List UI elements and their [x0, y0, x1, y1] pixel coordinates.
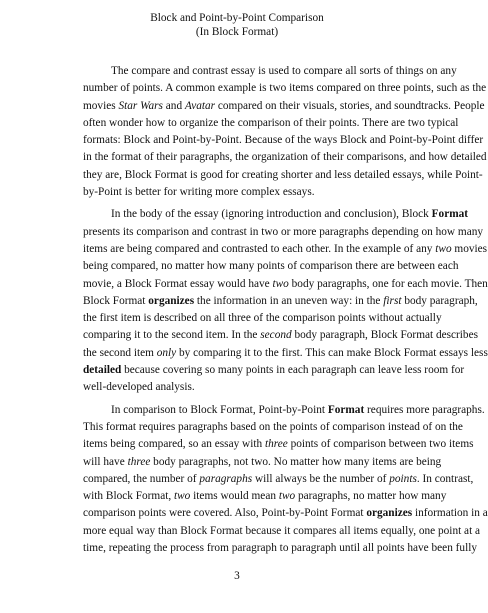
text-run: body paragraphs, one for each movie. Then — [288, 277, 488, 290]
text-run: In comparison to Block Format, Point-by-Point — [111, 403, 328, 416]
text-run: by-Point is better for writing more complex essays. — [83, 186, 315, 199]
text-run: compared on their visuals, stories, and soundtracks. People — [215, 99, 485, 112]
text-line — [83, 419, 463, 436]
italic-text: first — [383, 294, 402, 307]
text-line — [83, 115, 459, 132]
text-line — [83, 98, 485, 115]
page-number: 3 — [234, 570, 240, 582]
paragraph-block-format — [83, 206, 488, 396]
italic-text: second — [260, 329, 292, 342]
text-line — [83, 505, 488, 522]
paragraph-intro — [83, 63, 487, 201]
text-run: with Block Format, — [83, 490, 174, 503]
text-run: comparison points were covered. Also, Point-by-Point Format — [83, 507, 367, 520]
text-line — [83, 327, 478, 344]
italic-text: two — [272, 277, 289, 290]
text-line — [83, 132, 484, 149]
text-line — [83, 80, 487, 97]
paragraph-point-by-point — [83, 402, 488, 558]
text-run: often wonder how to organize the comparison of their points. There are two typical — [83, 116, 459, 129]
text-line — [83, 402, 485, 419]
text-line — [83, 436, 474, 453]
text-line — [83, 379, 423, 396]
text-run: movies — [83, 99, 119, 112]
text-run: body paragraph, Block Format describes — [291, 329, 478, 342]
text-line — [83, 241, 488, 258]
text-run: paragraphs, no matter how many — [295, 490, 447, 503]
text-run: and — [162, 99, 185, 112]
text-line — [83, 523, 481, 540]
text-run: the information in an uneven way: in the — [194, 294, 384, 307]
text-run: by comparing it to the first. This can make Block Format essays less — [176, 346, 488, 359]
text-line — [83, 184, 423, 201]
text-run: will have — [83, 455, 128, 468]
text-run: movie, a Block Format essay would have — [83, 277, 273, 290]
text-line — [83, 488, 447, 505]
text-run: information in a — [412, 507, 488, 520]
text-run: formats: Block and Point-by-Point. Because of the ways Block and Point-by-Point differ — [83, 134, 484, 147]
text-run: body paragraph, — [401, 294, 478, 307]
text-run: Block Format — [83, 294, 149, 307]
text-run: comparing it to the second item. In the — [83, 329, 261, 342]
text-run: This format requires paragraphs based on the points of comparison instead of on the — [83, 420, 463, 433]
text-run: The compare and contrast essay is used to compare all sorts of things on any — [111, 65, 457, 77]
text-line — [83, 167, 483, 184]
text-run: compared, the number of — [83, 472, 200, 485]
italic-text: two — [278, 490, 296, 503]
page-title: Block and Point-by-Point Comparison — [150, 12, 324, 24]
text-run: items are being compared and contrasted to each other. In the example of any — [83, 242, 436, 255]
text-line — [83, 362, 465, 379]
text-run: points of comparison between two items — [287, 438, 474, 451]
text-run: time, repeating the process from paragraph to paragraph until all points have been fully — [83, 542, 478, 555]
text-run: items would mean — [190, 490, 279, 503]
text-line — [83, 63, 457, 80]
text-line — [83, 224, 484, 241]
text-run: they are, Block Format is good for creating shorter and less detailed essays, while Point- — [83, 168, 483, 181]
text-run: requires more paragraphs. — [364, 403, 485, 416]
text-run: being compared, no matter how many points of comparison there are between each — [83, 260, 459, 273]
body-text — [83, 63, 488, 557]
text-line — [83, 149, 487, 166]
text-run: items being compared, so an essay with — [83, 438, 265, 451]
text-run: body paragraphs, not two. No matter how many items are being — [150, 455, 442, 468]
italic-text: points — [389, 472, 417, 485]
bold-text: Format — [431, 208, 469, 221]
bold-text: detailed — [83, 364, 122, 377]
text-line — [83, 310, 442, 327]
text-line — [83, 345, 488, 362]
italic-text: only — [156, 346, 177, 359]
italic-text: Avatar — [184, 99, 216, 112]
italic-text: paragraphs — [199, 472, 253, 485]
text-run: in the format of their paragraphs, the organization of their comparisons, and how detailed — [83, 151, 487, 164]
italic-text: three — [264, 438, 288, 451]
text-line — [83, 454, 442, 471]
title-block — [0, 11, 474, 39]
italic-text: three — [127, 455, 151, 468]
bold-text: organizes — [148, 294, 195, 307]
page-subtitle: (In Block Format) — [195, 26, 279, 38]
text-line — [83, 258, 459, 275]
text-line — [83, 471, 474, 488]
text-run: In the body of the essay (ignoring introduction and conclusion), Block — [111, 208, 432, 221]
italic-text: two — [435, 242, 452, 255]
text-run: the second item — [83, 346, 157, 359]
bold-text: Format — [327, 403, 365, 416]
text-run: the first item is described on all three of the comparison points without actually — [83, 312, 442, 325]
text-run: more equal way than Block Format because it compares all items equally, one point at a — [83, 524, 481, 537]
text-run: because covering so many points in each paragraph can leave less room for — [121, 364, 465, 377]
text-line — [83, 276, 488, 293]
text-line — [83, 540, 478, 557]
text-run: well-developed analysis. — [83, 381, 195, 394]
italic-text: Star Wars — [118, 99, 163, 112]
text-run: will always be the number of — [252, 472, 390, 485]
text-run: movies — [451, 242, 488, 255]
bold-text: organizes — [366, 507, 413, 520]
text-line — [83, 206, 469, 223]
text-run: presents its comparison and contrast in two or more paragraphs depending on how many — [83, 225, 484, 238]
text-run: . In contrast, — [416, 472, 474, 485]
text-run: number of points. A common example is two items compared on three points, such as the — [83, 82, 487, 95]
italic-text: two — [174, 490, 191, 503]
text-line — [83, 293, 478, 310]
